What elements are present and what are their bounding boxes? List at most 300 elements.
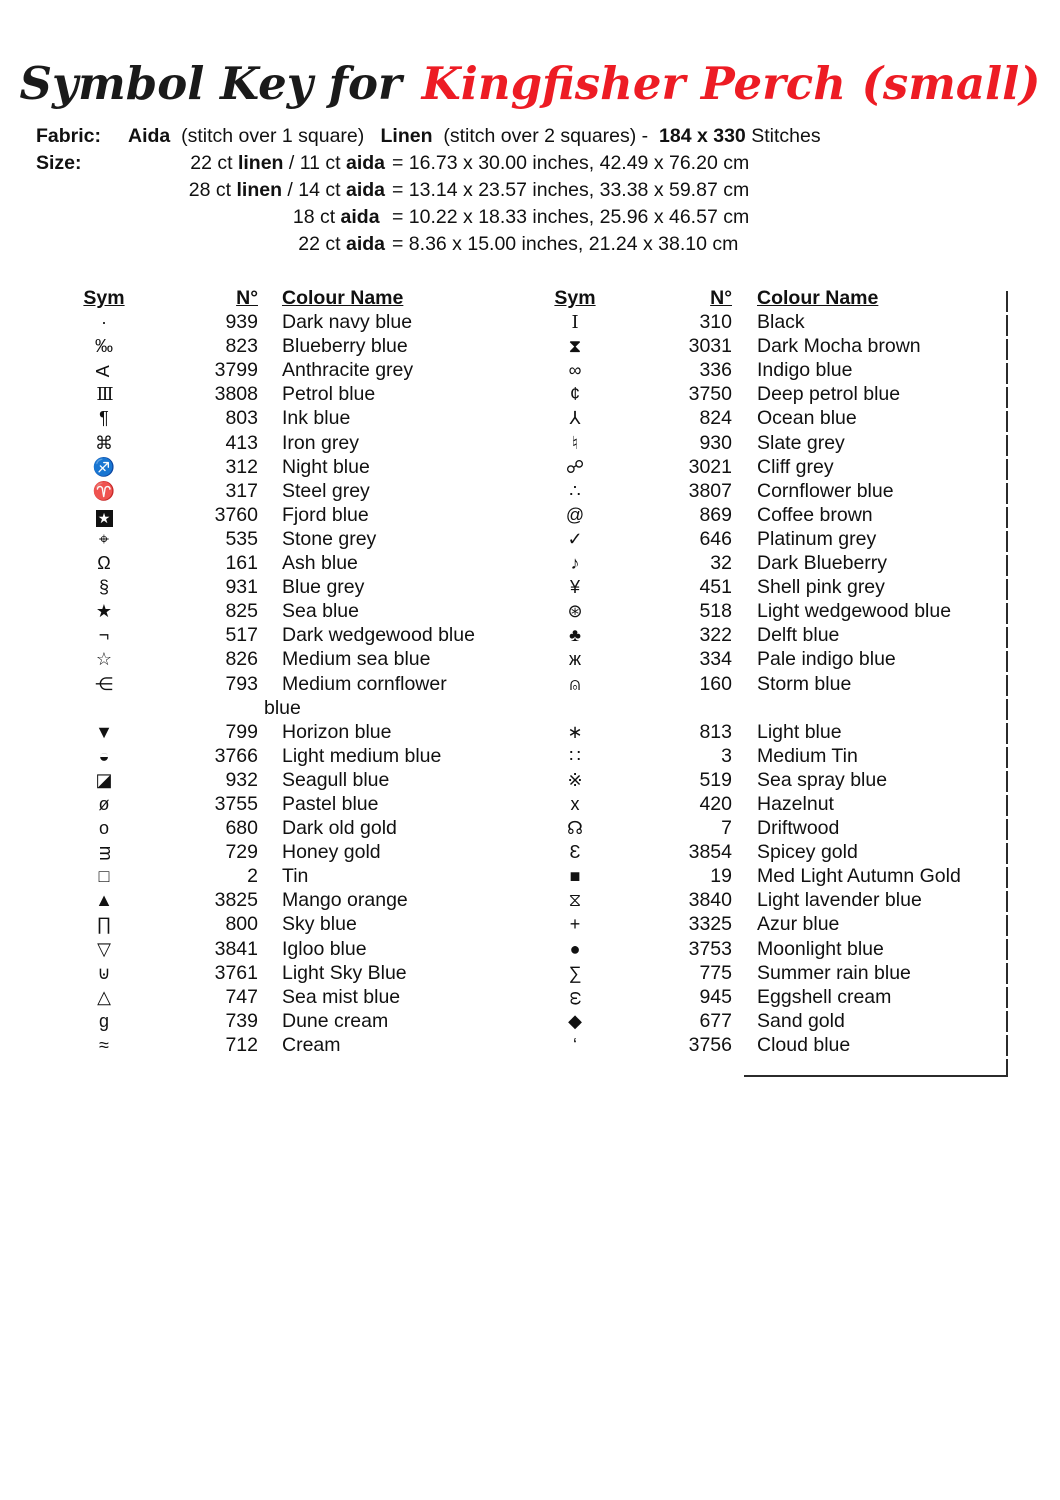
number-cell: 518 (699, 600, 732, 623)
number-cell: 3825 (214, 889, 258, 912)
stitch-symbol-icon: I (571, 312, 579, 334)
colour-name-cell: Pastel blue (282, 792, 379, 815)
size-dimensions: = 8.36 x 15.00 inches, 21.24 x 38.10 cm (392, 233, 739, 255)
table-header-row (68, 286, 475, 310)
table-row (540, 455, 961, 479)
stitch-symbol-icon: ♣ (569, 625, 581, 646)
text-segment: 28 ct (188, 179, 237, 201)
stitch-symbol-icon: ω (566, 990, 587, 1006)
stitch-symbol-icon: ▼ (95, 721, 113, 742)
stitch-symbol-icon: ⊛ (567, 601, 583, 622)
symbol-cell (540, 431, 610, 455)
number-cell: 517 (225, 624, 258, 647)
sym-header-text: Sym (83, 287, 125, 309)
symbol-cell (540, 816, 610, 840)
stitch-symbol-icon: ⅄ (569, 408, 581, 429)
number-cell: 519 (699, 768, 732, 791)
colour-name-cell: Spicey gold (757, 841, 858, 864)
colour-name-cell: Shell pink grey (757, 576, 885, 599)
number-cell: 677 (699, 1009, 732, 1032)
number-cell: 160 (699, 672, 732, 695)
number-cell: 3808 (214, 383, 258, 406)
stitch-symbol-icon: m (95, 845, 116, 861)
text-segment: 22 ct (190, 152, 238, 174)
symbol-cell (540, 527, 610, 551)
page-title (0, 58, 1060, 110)
colour-name-cell: Sand gold (757, 1009, 845, 1032)
number-cell: 939 (225, 311, 258, 334)
table-row (540, 1033, 961, 1057)
number-cell: 803 (225, 407, 258, 430)
stitch-symbol-icon: ♮ (571, 432, 579, 453)
symbol-cell (68, 431, 140, 455)
colour-name-cell: Mango orange (282, 889, 408, 912)
number-header-text: N° (236, 287, 258, 309)
colour-name-cell: Seagull blue (282, 768, 390, 791)
symbol-cell (68, 527, 140, 551)
number-cell: 3755 (214, 792, 258, 815)
stitch-symbol-icon: ⊍ (97, 962, 111, 983)
text-segment (380, 206, 385, 228)
size-dimensions: = 10.22 x 18.33 inches, 25.96 x 46.57 cm (392, 206, 750, 228)
stitch-symbol-icon: ◪ (95, 769, 113, 790)
number-cell: 535 (225, 527, 258, 550)
number-cell: 2 (247, 865, 258, 888)
colour-name-cell: Light blue (757, 720, 842, 743)
number-cell: 336 (699, 359, 732, 382)
size-line (36, 204, 821, 231)
stitch-symbol-icon: @ (565, 504, 585, 525)
number-cell: 161 (225, 552, 258, 575)
number-cell: 334 (699, 648, 732, 671)
size-line (36, 231, 821, 258)
table-row (540, 479, 961, 503)
stitch-symbol-icon: ● (569, 938, 581, 959)
table-row (540, 912, 961, 936)
stitch-symbol-icon: ⋲ (95, 673, 113, 694)
number-cell: 32 (710, 552, 732, 575)
table-row (68, 382, 475, 406)
symbol-cell (540, 888, 610, 912)
symbol-cell (68, 937, 140, 961)
stitch-symbol-icon: ★ (95, 601, 113, 622)
colour-name-cell: Dune cream (282, 1009, 389, 1032)
number-cell: 824 (699, 407, 732, 430)
text-segment: 22 ct (298, 233, 346, 255)
table-row-blank (540, 696, 961, 720)
number-cell: 793 (225, 672, 258, 695)
colour-name-cell: Pale indigo blue (757, 648, 896, 671)
number-cell: 322 (699, 624, 732, 647)
symbol-cell (68, 455, 140, 479)
colour-name-cell: Petrol blue (282, 383, 376, 406)
number-cell: 680 (225, 817, 258, 840)
table-row (68, 1033, 475, 1057)
table-row (68, 551, 475, 575)
stitch-symbol-icon: △ (97, 986, 111, 1007)
sym-header (68, 286, 140, 310)
symbol-cell (68, 358, 140, 382)
stitch-symbol-icon: ☊ (567, 818, 583, 839)
table-row (68, 455, 475, 479)
stitch-symbol-icon: ※ (567, 769, 583, 790)
table-row (540, 358, 961, 382)
table-row (68, 431, 475, 455)
symbol-cell (540, 575, 610, 599)
fabric-label: Fabric: (36, 125, 102, 147)
symbol-cell (68, 334, 140, 358)
table-row (540, 720, 961, 744)
number-cell: 312 (225, 455, 258, 478)
table-row (68, 1009, 475, 1033)
stitch-symbol-icon: ☍ (565, 456, 585, 477)
table-row (68, 912, 475, 936)
size-fabric-spec (128, 231, 385, 258)
number-cell: 646 (699, 527, 732, 550)
number-cell: 3325 (688, 913, 732, 936)
number-cell: 3807 (688, 479, 732, 502)
symbol-cell (68, 479, 140, 503)
colour-name-cell: Moonlight blue (757, 937, 884, 960)
colour-name-cell: Stone grey (282, 527, 377, 550)
stitch-symbol-icon: Ɛ (569, 842, 581, 863)
table-row (540, 985, 961, 1009)
symbol-cell (68, 1009, 140, 1033)
table-row (540, 768, 961, 792)
stitch-symbol-icon: ¶ (99, 408, 109, 429)
text-segment: linen (237, 152, 284, 174)
number-cell: 420 (699, 792, 732, 815)
symbol-cell (68, 864, 140, 888)
number-cell: 823 (225, 335, 258, 358)
colour-name-cell: Dark Blueberry (757, 552, 888, 575)
stitch-symbol-icon: ∑ (568, 962, 582, 983)
table-row (68, 816, 475, 840)
symbol-cell (540, 310, 610, 335)
colour-name-cell: Medium sea blue (282, 648, 431, 671)
symbol-cell (540, 623, 610, 647)
stitch-symbol-icon: III (96, 384, 112, 406)
number-cell: 826 (225, 648, 258, 671)
table-row (68, 792, 475, 816)
title-prefix: Symbol Key for (19, 57, 402, 110)
colour-name-cell: Light wedgewood blue (757, 600, 952, 623)
colour-name-cell: Ink blue (282, 407, 351, 430)
text-segment: linen (236, 179, 283, 201)
colour-name-cell: Storm blue (757, 672, 852, 695)
table-row (540, 864, 961, 888)
stitch-symbol-icon: ⧗ (568, 336, 582, 357)
colour-name-cell: Deep petrol blue (757, 383, 901, 406)
table-row (540, 599, 961, 623)
number-cell: 739 (225, 1009, 258, 1032)
table-row (68, 358, 475, 382)
table-row (540, 744, 961, 768)
stitch-symbol-icon: ∏ (96, 914, 112, 935)
sym-header (540, 286, 610, 310)
table-row (540, 672, 961, 696)
text-segment: Linen (380, 125, 433, 147)
table-row (540, 575, 961, 599)
symbol-cell (540, 358, 610, 382)
colour-name-cell: Blue grey (282, 576, 365, 599)
colour-name-cell: Sea mist blue (282, 985, 401, 1008)
colour-name-cell: Indigo blue (757, 359, 853, 382)
table-row (540, 1009, 961, 1033)
colour-name-cell: Cornflower blue (757, 479, 894, 502)
stitch-symbol-icon: □ (98, 866, 110, 887)
colour-name-cell: Slate grey (757, 431, 845, 454)
symbol-cell (540, 792, 610, 816)
symbol-key-table-right (540, 286, 961, 1057)
symbol-cell (68, 599, 140, 623)
text-segment: aida (345, 179, 385, 201)
table-row (68, 623, 475, 647)
table-row (540, 888, 961, 912)
stitch-symbol-icon: ¥ (569, 577, 580, 598)
colour-name-cell: Cloud blue (757, 1033, 851, 1056)
number-cell: 413 (225, 431, 258, 454)
number-cell: 3 (721, 744, 732, 767)
table-row (540, 816, 961, 840)
number-cell: 3840 (688, 889, 732, 912)
number-cell: 3021 (688, 455, 732, 478)
text-segment: / 14 ct (282, 179, 346, 201)
symbol-cell (540, 985, 610, 1009)
text-segment: aida (345, 233, 385, 255)
table-row (540, 647, 961, 671)
number-cell: 930 (699, 431, 732, 454)
stitch-symbol-icon: § (98, 577, 109, 598)
number-cell: 7 (721, 817, 732, 840)
fabric-content (128, 123, 821, 150)
colour-name-cell: Horizon blue (282, 720, 392, 743)
colour-name-cell: Eggshell cream (757, 985, 892, 1008)
stitch-symbol-icon: ♈ (92, 480, 116, 501)
stitch-symbol-icon: ▲ (95, 890, 113, 911)
table-row (540, 937, 961, 961)
table-row (68, 840, 475, 864)
stitch-symbol-icon: ∴ (569, 480, 581, 501)
text-segment: Aida (128, 125, 171, 147)
number-cell: 931 (225, 576, 258, 599)
colour-name-cell: Dark navy blue (282, 311, 413, 334)
symbol-cell (540, 1033, 610, 1057)
stitch-symbol-icon: ✓ (567, 528, 583, 549)
table-row (540, 334, 961, 358)
symbol-key-table-left (68, 286, 475, 1057)
number-cell: 712 (225, 1033, 258, 1056)
number-cell: 3761 (214, 961, 258, 984)
table-row (68, 744, 475, 768)
colour-name-cell: Fjord blue (282, 503, 369, 526)
table-row (68, 888, 475, 912)
symbol-cell (68, 720, 140, 744)
number-cell: 747 (225, 985, 258, 1008)
colour-name-cell: Med Light Autumn Gold (757, 865, 961, 888)
colour-name-cell: Sky blue (282, 913, 357, 936)
text-segment: aida (345, 152, 385, 174)
colour-name-header-text: Colour Name (282, 287, 404, 309)
text-segment: Stitches (745, 125, 821, 147)
colour-name-cell: Azur blue (757, 913, 840, 936)
colour-name-cell: Iron grey (282, 431, 359, 454)
table-row (540, 961, 961, 985)
text-segment: 184 x 330 (659, 125, 746, 147)
symbol-cell (68, 310, 140, 334)
table-row (68, 937, 475, 961)
stitch-symbol-icon: ∗ (567, 721, 583, 742)
colour-name-cell: Medium Tin (757, 744, 858, 767)
symbol-cell (540, 503, 610, 527)
number-cell: 451 (699, 576, 732, 599)
stitch-symbol-icon: ⍝ (569, 673, 581, 694)
stitch-symbol-icon: ж (568, 649, 582, 670)
text-segment: 18 ct (292, 206, 341, 228)
colour-name-cell: Delft blue (757, 624, 840, 647)
symbol-cell (540, 455, 610, 479)
colour-name-cell: Medium cornflower (282, 672, 447, 695)
number-cell: 3756 (688, 1033, 732, 1056)
symbol-cell (540, 720, 610, 744)
stitch-symbol-icon: o (98, 818, 109, 839)
symbol-cell (68, 623, 140, 647)
colour-name-cell: Hazelnut (757, 792, 834, 815)
number-cell: 310 (699, 311, 732, 334)
text-segment: (stitch over 1 square) (170, 125, 381, 147)
number-cell: 3854 (688, 841, 732, 864)
colour-name-cell: Honey gold (282, 841, 381, 864)
symbol-cell (68, 888, 140, 912)
stitch-symbol-icon: + (569, 914, 581, 935)
stitch-symbol-icon: ø (98, 793, 110, 814)
table-row (68, 647, 475, 671)
number-cell: 932 (225, 768, 258, 791)
stitch-symbol-icon: g (98, 1010, 109, 1031)
table-row (68, 479, 475, 503)
colour-name-cell: Light Sky Blue (282, 961, 407, 984)
symbol-cell (540, 382, 610, 406)
colour-name-cell: Sea spray blue (757, 768, 888, 791)
number-cell: 775 (699, 961, 732, 984)
colour-name-cell: Anthracite grey (282, 359, 414, 382)
table-row (68, 961, 475, 985)
table-row (540, 382, 961, 406)
symbol-cell (68, 672, 140, 696)
stitch-symbol-icon: ♪ (570, 553, 580, 574)
symbol-cell (68, 575, 140, 599)
number-cell: 799 (225, 720, 258, 743)
size-line (36, 177, 821, 204)
symbol-cell (540, 1009, 610, 1033)
stitch-symbol-icon: ∞ (568, 360, 582, 381)
colour-name-cell: Light medium blue (282, 744, 442, 767)
table-row (540, 503, 961, 527)
symbol-cell (68, 840, 140, 864)
symbol-cell (68, 503, 140, 527)
symbol-cell (540, 840, 610, 864)
symbol-cell (540, 334, 610, 358)
symbol-cell (68, 768, 140, 792)
stitch-symbol-icon: ★ (96, 510, 113, 527)
colour-name-cell: Ocean blue (757, 407, 857, 430)
colour-name-cell: Tin (282, 865, 309, 888)
symbol-cell (68, 912, 140, 936)
colour-name-cell: Night blue (282, 455, 370, 478)
colour-name-cell: Ash blue (282, 552, 358, 575)
symbol-cell (68, 961, 140, 985)
colour-name-header-text: Colour Name (757, 287, 879, 309)
fabric-line (36, 123, 821, 150)
colour-name-cell: Dark old gold (282, 817, 397, 840)
number-cell: 3799 (214, 359, 258, 382)
symbol-cell (68, 1033, 140, 1057)
stitch-symbol-icon: x (570, 793, 580, 814)
size-lines (36, 150, 821, 258)
stitch-symbol-icon: ♐ (92, 456, 116, 477)
size-dimensions: = 16.73 x 30.00 inches, 42.49 x 76.20 cm (392, 152, 750, 174)
stitch-symbol-icon: · (101, 312, 107, 333)
table-row (540, 527, 961, 551)
colour-name-cell: Steel grey (282, 479, 370, 502)
symbol-cell (540, 961, 610, 985)
table-row (540, 310, 961, 334)
stitch-symbol-icon: ▽ (97, 938, 111, 959)
number-cell: 825 (225, 600, 258, 623)
symbol-cell (540, 864, 610, 888)
symbol-cell (540, 599, 610, 623)
stitch-symbol-icon: ■ (569, 866, 581, 887)
symbol-cell (540, 937, 610, 961)
colour-name-header (757, 286, 878, 310)
fabric-size-info (36, 123, 821, 258)
text-segment: (stitch over 2 squares) - (432, 125, 660, 147)
table-row (68, 720, 475, 744)
stitch-symbol-icon: A (92, 365, 113, 378)
number-cell: 19 (710, 865, 732, 888)
stitch-symbol-icon: ◆ (568, 1010, 582, 1031)
bottom-border-rule (744, 1075, 1008, 1077)
colour-name-cell: Cliff grey (757, 455, 834, 478)
symbol-cell (540, 551, 610, 575)
stitch-symbol-icon: ⌖ (98, 528, 110, 549)
table-row (68, 599, 475, 623)
number-cell: 3753 (688, 937, 732, 960)
symbol-cell (68, 985, 140, 1009)
stitch-symbol-icon: ¢ (569, 384, 580, 405)
table-row (68, 406, 475, 430)
table-row (68, 334, 475, 358)
number-header-text: N° (710, 287, 732, 309)
text-segment: / 11 ct (283, 152, 346, 174)
table-row (68, 310, 475, 334)
number-cell: 813 (699, 720, 732, 743)
table-row (540, 623, 961, 647)
symbol-cell (540, 912, 610, 936)
colour-name-cell: Black (757, 311, 805, 334)
number-cell: 800 (225, 913, 258, 936)
stitch-symbol-icon: ≈ (99, 1034, 109, 1055)
symbol-cell (68, 406, 140, 430)
stitch-symbol-icon: ⧖ (568, 890, 582, 911)
sym-header-text: Sym (554, 287, 596, 309)
number-cell: 317 (225, 479, 258, 502)
table-row (68, 985, 475, 1009)
size-fabric-spec (128, 150, 385, 177)
colour-name-cell: Light lavender blue (757, 889, 922, 912)
size-label: Size: (36, 152, 82, 174)
symbol-cell (540, 768, 610, 792)
